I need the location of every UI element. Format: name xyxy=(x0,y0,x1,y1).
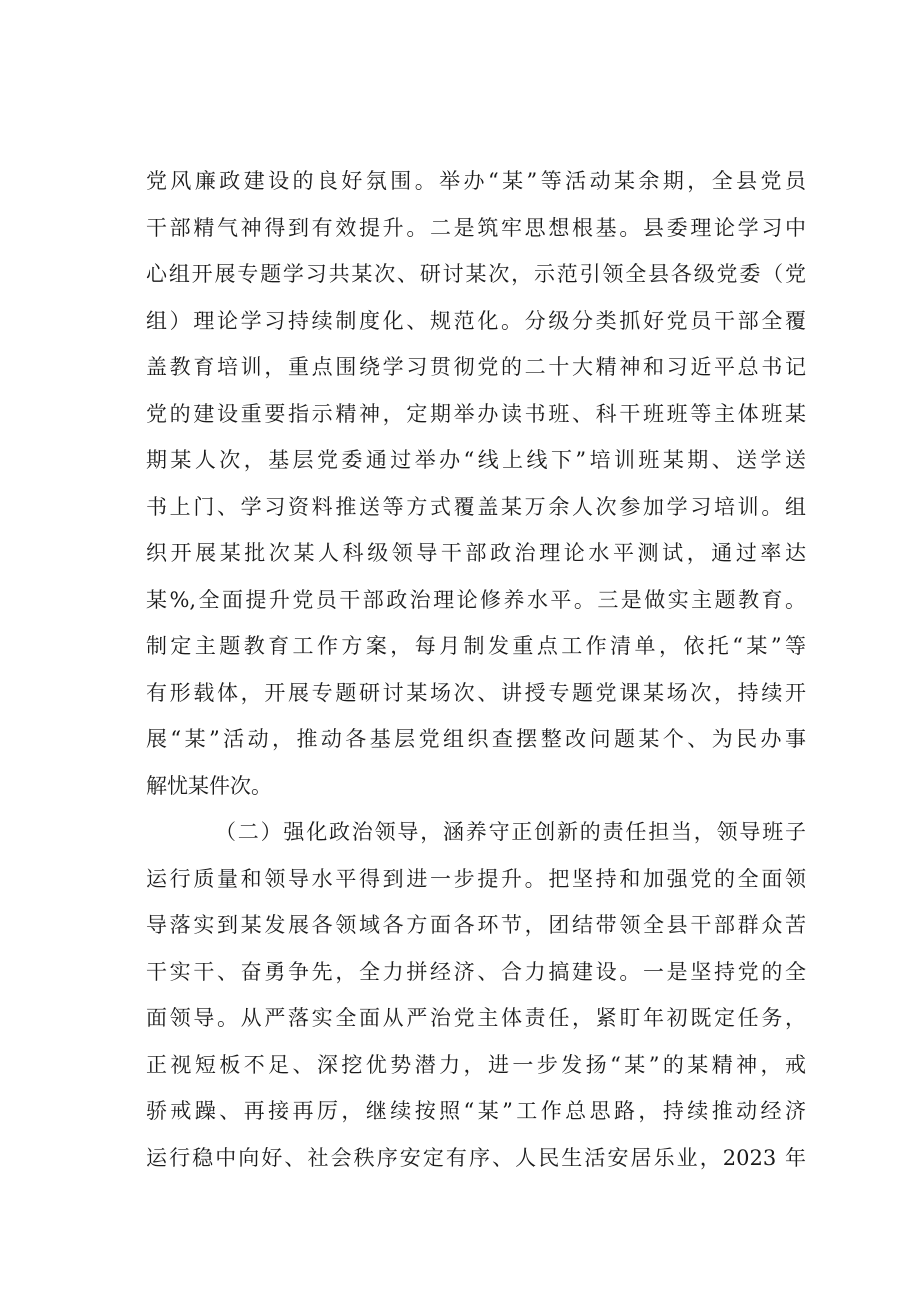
text-line: 心组开展专题学习共某次、研讨某次，示范引领全县各级党委（党 xyxy=(146,262,806,286)
text-line: 运行质量和领导水平得到进一步提升。把坚持和加强党的全面领 xyxy=(146,866,806,891)
text-line: 运行稳中向好、社会秩序安定有序、人民生活安居乐业，2023 年 xyxy=(146,1145,806,1170)
text-line: 制定主题教育工作方案，每月制发重点工作清单，依托“某”等 xyxy=(146,634,806,658)
text-line: 导落实到某发展各领域各方面各环节，团结带领全县干部群众苦 xyxy=(146,913,806,937)
text-line: 期某人次，基层党委通过举办“线上线下”培训班某期、送学送 xyxy=(146,448,806,472)
text-line: 某%,全面提升党员干部政治理论修养水平。三是做实主题教育。 xyxy=(146,587,806,612)
text-line: 党的建设重要指示精神，定期举办读书班、科干班班等主体班某 xyxy=(146,401,806,426)
text-line: 盖教育培训，重点围绕学习贯彻党的二十大精神和习近平总书记 xyxy=(146,355,806,379)
section-heading-line: （二）强化政治领导，涵养守正创新的责任担当，领导班子 xyxy=(215,820,806,844)
text-line: 书上门、学习资料推送等方式覆盖某万余人次参加学习培训。组 xyxy=(146,494,806,519)
text-line: 干部精气神得到有效提升。二是筑牢思想根基。县委理论学习中 xyxy=(146,215,806,240)
text-line: 有形载体，开展专题研讨某场次、讲授专题党课某场次，持续开 xyxy=(146,680,806,705)
text-line: 正视短板不足、深挖优势潜力，进一步发扬“某”的某精神，戒 xyxy=(146,1052,806,1077)
text-line: 面领导。从严落实全面从严治党主体责任，紧盯年初既定任务， xyxy=(146,1006,806,1030)
text-line: 解忧某件次。 xyxy=(146,773,272,798)
text-line: 织开展某批次某人科级领导干部政治理论水平测试，通过率达 xyxy=(146,541,806,565)
text-line: 组）理论学习持续制度化、规范化。分级分类抓好党员干部全覆 xyxy=(146,308,806,333)
body-text xyxy=(146,158,806,1181)
text-line: 骄戒躁、再接再厉，继续按照“某”工作总思路，持续推动经济 xyxy=(146,1099,806,1123)
text-line: 党风廉政建设的良好氛围。举办“某”等活动某余期，全县党员 xyxy=(146,169,806,193)
text-line: 展“某”活动，推动各基层党组织查摆整改问题某个、为民办事 xyxy=(146,727,806,751)
text-line: 干实干、奋勇争先，全力拼经济、合力搞建设。一是坚持党的全 xyxy=(146,959,806,984)
